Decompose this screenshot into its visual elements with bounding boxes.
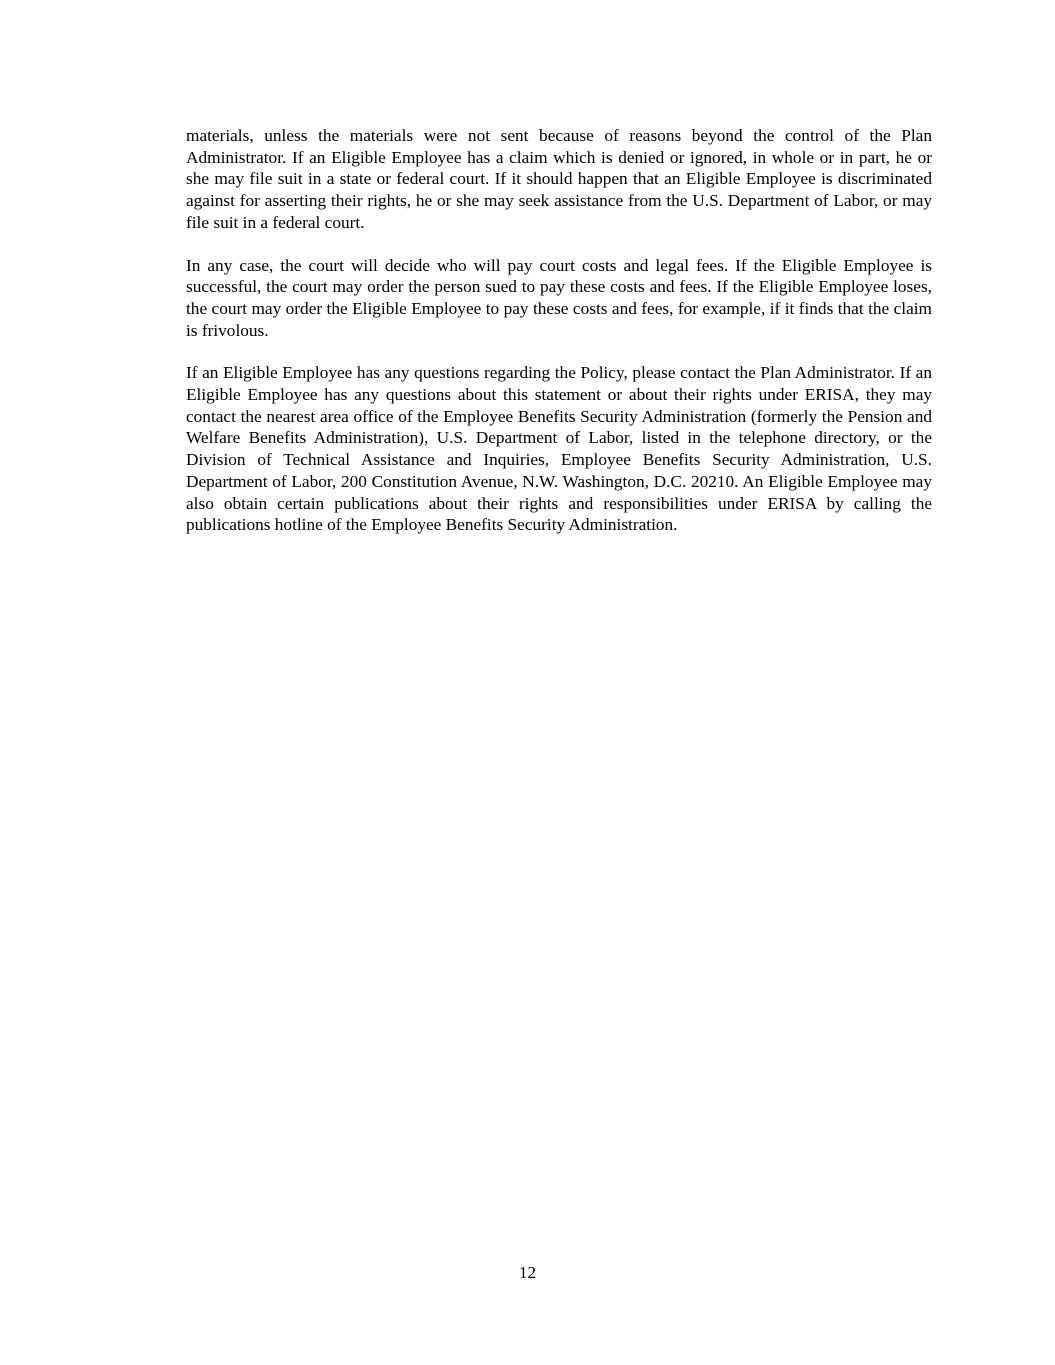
document-body — [186, 125, 932, 557]
paragraph-court-costs: In any case, the court will decide who will pay court costs and legal fees. If the Eligible Employee is successful, the court may order the person sued to pay these costs and fees. If the Eligible Employee loses, the court may order the Eligible Employee to pay these costs and fees, for example, if it finds that the claim is frivolous. — [186, 255, 932, 340]
page-number: 12 — [518, 1263, 537, 1282]
paragraph-questions-contact: If an Eligible Employee has any questions regarding the Policy, please contact the Plan Administrator. If an Eligible Employee has any questions about this statement or about their rights under ERISA, they may contact the nearest area office of the Employee Benefits Security Administration (formerly the Pension and Welfare Benefits Administration), U.S. Department of Labor, listed in the telephone directory, or the Division of Technical Assistance and Inquiries, Employee Benefits Security Administration, U.S. Department of Labor, 200 Constitution Avenue, N.W. Washington, D.C. 20210. An Eligible Employee may also obtain certain publications about their rights and responsibilities under ERISA by calling the publications hotline of the Employee Benefits Security Administration. — [186, 363, 932, 535]
paragraph-claims-materials: materials, unless the materials were not sent because of reasons beyond the control of the Plan Administrator. If an Eligible Employee has a claim which is denied or ignored, in whole or in part, he or she may file suit in a state or federal court. If it should happen that an Eligible Employee is discriminated against for asserting their rights, he or she may seek assistance from the U.S. Department of Labor, or may file suit in a federal court. — [186, 126, 932, 232]
